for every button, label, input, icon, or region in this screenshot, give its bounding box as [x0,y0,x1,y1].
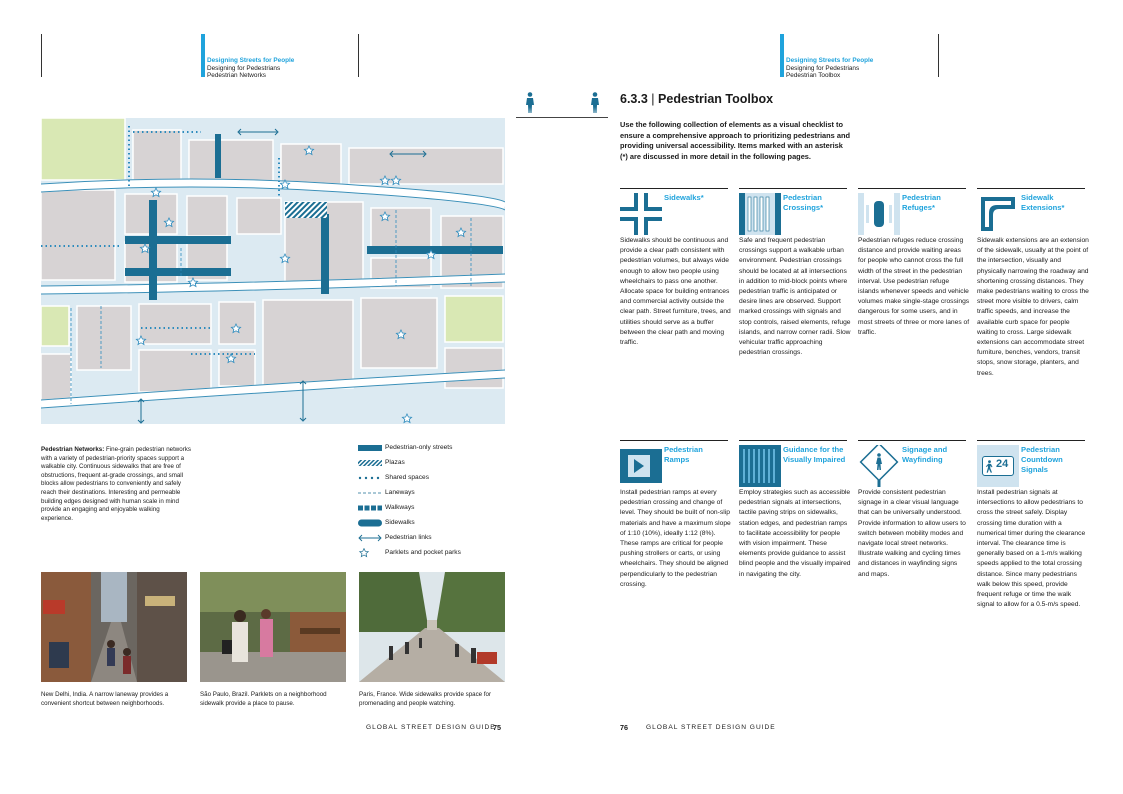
park-block [41,118,125,180]
park-block [41,306,69,346]
photo-caption-sao-paulo: São Paulo, Brazil. Parklets on a neighborhood sidewalk provide a place to pause. [200,691,327,707]
title-separator: | [651,92,655,106]
crosswalk-icon [739,193,781,235]
tool-description: Install pedestrian signals at intersections to allow pedestrians to cross the street safely. Display crossing time duration with a numerical timer during the clearance interval. The clearance time is generally based on a 1-m/s walking speeds applied to the total crossing distance. Since many pedestrians walk below this speed, provide frequent refuge or time the walk signal to allow for a 0.5-m/s speed. [977,489,1086,609]
tool-sidewalks [620,188,731,347]
legend-label: Plazas [385,459,405,466]
tool-name: Pedestrian Countdown Signals [1021,445,1063,475]
legend-label: Pedestrian-only streets [385,444,453,451]
tool-name: Pedestrian Refuges* [902,193,941,213]
sidewalk-extension-icon [977,193,1019,235]
legend-label: Parklets and pocket parks [385,549,461,556]
section-number: 6.3.3 [620,92,648,106]
countdown-signal-icon [977,445,1019,487]
shared-space-swatch [358,473,382,483]
tool-name: Sidewalk Extensions* [1021,193,1065,213]
gutter-rule [516,117,608,118]
legend-label: Sidewalks [385,519,415,526]
legend-label: Laneways [385,489,415,496]
tool-description: Sidewalk extensions are an extension of the sidewalk, usually at the point of the intersection, visually and physically narrowing the roadway and shortening crossing distances. They make pedestrians waiting to cross the street more visible to drivers, calm traffic speeds, and increase the available curb space for people waiting to cross. Large sidewalk extensions can accommodate street furniture, benches, vendors, transit stops, snow storage, planters, and trees. [977,237,1089,377]
left-header-rule [358,34,359,77]
photo-sao-paulo [200,572,346,682]
pedestrian-network-map [41,118,505,424]
countdown-signal-display [982,456,1014,476]
wayfinding-sign-icon [858,445,900,487]
left-page-edge-rule [41,34,42,77]
tool-pedestrian-refuges [858,188,970,336]
pedestrian-only-street-swatch [358,443,382,453]
tool-countdown-signals [977,440,1086,609]
pedestrian-icon [589,92,601,114]
laneway-swatch [358,488,382,498]
section-title [620,92,773,106]
tool-name: Sidewalks* [664,193,704,202]
tool-description: Safe and frequent pedestrian crossings support a walkable urban environment. Pedestrian crossings should be located at all intersections in addition to mid-block points where pedestrian traffic is anticipated or desire lines are observed. Support marked crossings with signals and stop controls, raised elements, refuge islands, and narrow corner radii. Slow vehicular traffic approaching pedestrian crossings. [739,237,851,357]
header-line-2: Designing for Pedestrians [207,64,281,72]
right-header-rule [938,34,939,77]
network-caption [41,446,191,523]
network-caption-text: Fine-grain pedestrian networks with a variety of pedestrian-priority spaces support a walkable city. Continuous sidewalks that are free of obstructions, frequent at-grade crossings, and small blocks allow pedestrians to conveniently and safely reach their destinations. Interesting and permeable building edges designed with human scale in mind provide an engaging and enjoyable walking experience. [41,446,191,522]
photo-new-delhi [41,572,187,682]
plaza [285,202,327,218]
walkway-swatch [358,503,382,513]
right-running-header [786,57,873,80]
footer-right-title: GLOBAL STREET DESIGN GUIDE [646,724,776,731]
tool-rule [858,440,966,441]
ramp-icon [620,445,662,487]
tool-sidewalk-extensions [977,188,1089,377]
legend-label: Walkways [385,504,415,511]
right-header-accent [780,34,784,77]
legend-label: Pedestrian links [385,534,432,541]
tool-rule [620,188,728,189]
tool-name: Guidance for the Visually Impaired [783,445,846,465]
double-arrow-icon [358,533,382,543]
tool-name: Pedestrian Crossings* [783,193,824,213]
tool-name: Pedestrian Ramps [664,445,703,465]
tool-rule [620,440,728,441]
page-number-left: 75 [493,723,501,732]
walking-person-icon [985,460,994,473]
tool-guidance-visually-impaired [739,440,851,578]
photo-caption-paris: Paris, France. Wide sidewalks provide space for promenading and people watching. [359,691,492,707]
network-caption-lead: Pedestrian Networks: [41,446,105,453]
tactile-paving-icon [739,445,781,487]
tool-description: Employ strategies such as accessible pedestrian signals at intersections, tactile paving strips on sidewalks, station edges, and pedestrian ramps to facilitate accessibility for people with vision impairment. These elements provide guidance to assist blind people and the visually impaired in navigating the city. [739,489,851,578]
photo-paris [359,572,505,682]
section-title-text: Pedestrian Toolbox [658,92,774,106]
header-line-3: Pedestrian Networks [207,72,266,80]
tool-rule [739,440,847,441]
park-block [445,296,503,342]
countdown-number: 24 [996,458,1009,470]
tool-name: Signage and Wayfinding [902,445,948,465]
tool-rule [977,188,1085,189]
photo-caption-new-delhi: New Delhi, India. A narrow laneway provides a convenient shortcut between neighborhoods. [41,691,169,707]
tool-description: Install pedestrian ramps at every pedestrian crossing and change of level. They should be built of non-slip materials and have a maximum slope of 1:10 (10%), ideally 1:12 (8%). These ramps are critical for people pushing strollers or carts, or using wheelchairs. They should be aligned perpendicularly to the pedestrian crossing. [620,489,731,588]
page-number-right: 76 [620,723,628,732]
left-header-accent [201,34,205,77]
star-icon [358,548,382,558]
sidewalks-icon [620,193,662,235]
tool-description: Provide consistent pedestrian signage in a clear visual language that can be universally understood. Provide information to allow users to switch between mobility modes and navigate local street networks. Illustrate walking and cycling times and distances in wayfinding signs and maps. [858,489,966,578]
header-line-2: Designing for Pedestrians [786,64,860,72]
legend-label: Shared spaces [385,474,429,481]
plaza-swatch [358,458,382,468]
sidewalk-swatch [358,518,382,528]
intro-paragraph: Use the following collection of elements as a visual checklist to ensure a comprehensive approach to prioritizing pedestrians and providing universal accessibility. Items marked with an asterisk (*) are discussed in more detail in the following pages. [620,120,850,161]
tool-rule [858,188,966,189]
tool-pedestrian-ramps [620,440,731,588]
pedestrian-icon [524,92,536,114]
tool-description: Pedestrian refuges reduce crossing distance and provide waiting areas for people who cannot cross the full width of the street in the pedestrian interval. Use pedestrian refuge islands whenever speeds and vehicle volumes make single-stage crossings dangerous for some users, and in most streets of three or more lanes of traffic. [858,237,970,336]
tool-rule [977,440,1085,441]
tool-signage-wayfinding [858,440,966,578]
header-line-1: Designing Streets for People [786,57,874,64]
header-line-1: Designing Streets for People [207,57,295,64]
refuge-island-icon [858,193,900,235]
tool-pedestrian-crossings [739,188,851,357]
footer-left-title: GLOBAL STREET DESIGN GUIDE [366,724,496,731]
tool-rule [739,188,847,189]
left-running-header [207,57,294,80]
tool-description: Sidewalks should be continuous and provide a clear path consistent with pedestrian volumes, but always wide enough to allow two people using wheelchairs to pass one another. Allocate space for building entrances and commercial activity outside the clear path. Street furniture, trees, and utilities should serve as a buffer between the clear path and moving traffic. [620,237,731,347]
header-line-3: Pedestrian Toolbox [786,72,841,80]
